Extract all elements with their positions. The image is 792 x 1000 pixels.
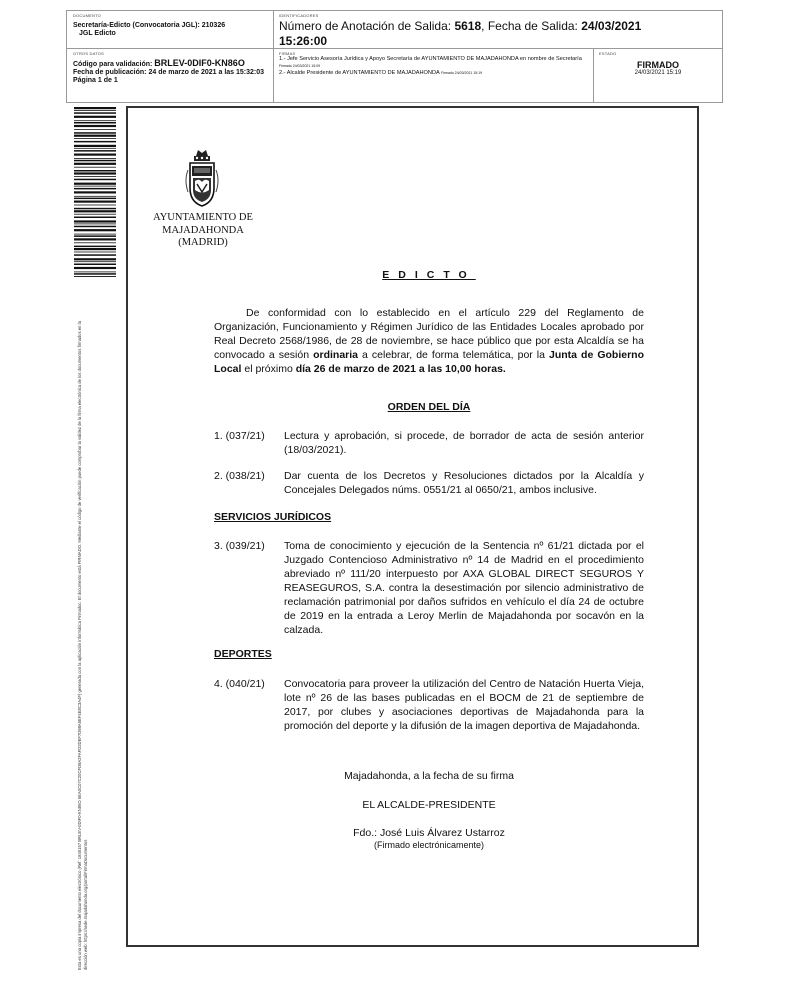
- anotacion-prefix: Número de Anotación de Salida:: [279, 19, 455, 33]
- otros-datos-cell: [67, 49, 274, 102]
- ayuntamiento-line-1: AYUNTAMIENTO DE: [153, 212, 253, 223]
- agenda-item-text: Lectura y aprobación, si procede, de borrador de acta de sesión anterior (18/03/2021).: [284, 430, 644, 456]
- closing-lugar: Majadahonda, a la fecha de su firma: [344, 770, 514, 782]
- closing-firma: Fdo.: José Luis Álvarez Ustarroz: [353, 827, 505, 839]
- fecha-publicacion: Fecha de publicación: 24 de marzo de 2021 a las 15:32:03: [73, 69, 265, 76]
- firmas-label: FIRMAS: [279, 51, 296, 56]
- agenda-item: [214, 469, 644, 497]
- section-deportes: DEPORTES: [214, 648, 272, 660]
- agenda-item-text: Toma de conocimiento y ejecución de la Sentencia nº 61/21 dictada por el Juzgado Contencioso Administrativo nº 14 de Madrid en el procedimiento abreviado nº 111/20 interpuesto por AXA GLOBAL DIRECT SEGUROS Y REASEGUROS, S.A. contra la desestimación por silencio administrativo de reclamación patrimonial por daños sufridos en vehículo el día 24 de octubre de 2019 en la entrada a Leroy Merlin de Majadahonda por socavón en la calzada.: [284, 540, 644, 636]
- ayuntamiento-name: [140, 212, 266, 250]
- fecha-value: 24/03/2021: [581, 19, 642, 33]
- anotacion-line: [279, 19, 717, 49]
- verification-side-text: Esta es una copia impresa del documento electrónico (Ref: 1845157 BRLEV-0DIF0-KN86O 6EA0C07C20CFD8A2FAFD2DEF7D98A5EF4E8C3A4F) generada con la aplicación informática Firmadoc. El documento está FIRMADO. Mediante el código de verificación puede comprobar la validez de la firma electrónica de los documentos firmados en la dirección web: https://sede.majadahonda.org/portal/FirmaDocumentos: [77, 321, 88, 970]
- estado-value: FIRMADO: [637, 60, 679, 70]
- codigo-validacion: BRLEV-0DIF0-KN86O: [154, 58, 245, 68]
- otros-label: OTROS DATOS: [73, 51, 104, 56]
- pagina-indicator: Página 1 de 1: [73, 77, 118, 84]
- firma-2-fecha: Firmado 24/03/2021 15:19: [440, 71, 483, 75]
- firma-1-text: 1.- Jefe Servicio Asesoría Jurídica y Apoyo Secretaría de AYUNTAMIENTO DE MAJADAHONDA en nombre de Secretaría: [279, 56, 582, 62]
- firma-1-fecha: Firmado 24/03/2021 15:09: [279, 64, 321, 68]
- coat-of-arms-icon: [182, 148, 222, 212]
- intro-text-1: De conformidad con lo establecido en el artículo 229 del Reglamento de Organización, Funcionamiento y Régimen Jurídico de las Entidades Locales aprobado por Real Decreto 2568/1986, de 28 de noviembre, se hace público que por esta Alcaldía se ha convocado a sesión: [214, 307, 644, 361]
- intro-paragraph: [214, 306, 644, 376]
- intro-bold-2: Junta de Gobierno Local: [214, 349, 644, 375]
- ayuntamiento-line-3: (MADRID): [178, 237, 228, 248]
- agenda-item: [214, 539, 644, 637]
- closing-cargo: EL ALCALDE-PRESIDENTE: [362, 799, 496, 811]
- intro-text-3: el próximo: [241, 363, 296, 375]
- agenda-item-number: 4. (040/21): [214, 678, 265, 690]
- documento-label: DOCUMENTO: [73, 13, 101, 18]
- document-header: [66, 10, 723, 103]
- barcode-image: [74, 107, 116, 277]
- intro-text-2: a celebrar, de forma telemática, por la: [358, 349, 550, 361]
- documento-line2: JGL Edicto: [79, 30, 116, 37]
- hora-value: 15:26:00: [279, 34, 328, 48]
- agenda-item: [214, 429, 644, 457]
- identificadores-label: IDENTIFICADORES: [279, 13, 319, 18]
- agenda-item-number: 1. (037/21): [214, 430, 265, 442]
- intro-bold-3: día 26 de marzo de 2021 a las 10,00 horas.: [295, 363, 506, 375]
- firmas-cell: [274, 49, 594, 102]
- edicto-title: EDICTO: [382, 269, 476, 281]
- estado-label: ESTADO: [599, 51, 617, 56]
- estado-cell: [594, 49, 722, 102]
- intro-bold-1: ordinaria: [313, 349, 359, 361]
- closing-nota: (Firmado electrónicamente): [373, 840, 485, 850]
- fecha-prefix: , Fecha de Salida:: [481, 19, 582, 33]
- agenda-item-number: 3. (039/21): [214, 540, 265, 552]
- section-servicios-juridicos: SERVICIOS JURÍDICOS: [214, 511, 332, 523]
- agenda-item-number: 2. (038/21): [214, 470, 265, 482]
- identificadores-cell: [274, 11, 722, 49]
- agenda-item-text: Convocatoria para proveer la utilización del Centro de Natación Huerta Vieja, lote nº 26 de las bases publicadas en el BOCM de 21 de septiembre de 2017, por clubes y asociaciones deportivas de Majadahonda para la promoción del deporte y la difusión de la imagen deportiva de Majadahonda.: [284, 678, 644, 732]
- firma-2-text: 2.- Alcalde Presidente de AYUNTAMIENTO DE MAJADAHONDA: [279, 70, 440, 76]
- anotacion-number: 5618: [454, 19, 482, 33]
- estado-fecha: 24/03/2021 15:19: [634, 70, 682, 76]
- documento-line1: Secretaría-Edicto (Convocatoria JGL): 210326: [73, 22, 226, 29]
- documento-cell: [67, 11, 274, 49]
- ayuntamiento-line-2: MAJADAHONDA: [162, 224, 244, 236]
- codigo-label: Código para validación:: [73, 61, 155, 68]
- orden-del-dia-title: ORDEN DEL DÍA: [387, 401, 471, 413]
- agenda-item-text: Dar cuenta de los Decretos y Resoluciones dictados por la Alcaldía y Concejales Delegados núms. 0551/21 al 0650/21, ambos inclusive.: [284, 470, 644, 496]
- agenda-item: [214, 677, 644, 733]
- firma-1: [279, 56, 588, 70]
- firma-2: [279, 70, 588, 77]
